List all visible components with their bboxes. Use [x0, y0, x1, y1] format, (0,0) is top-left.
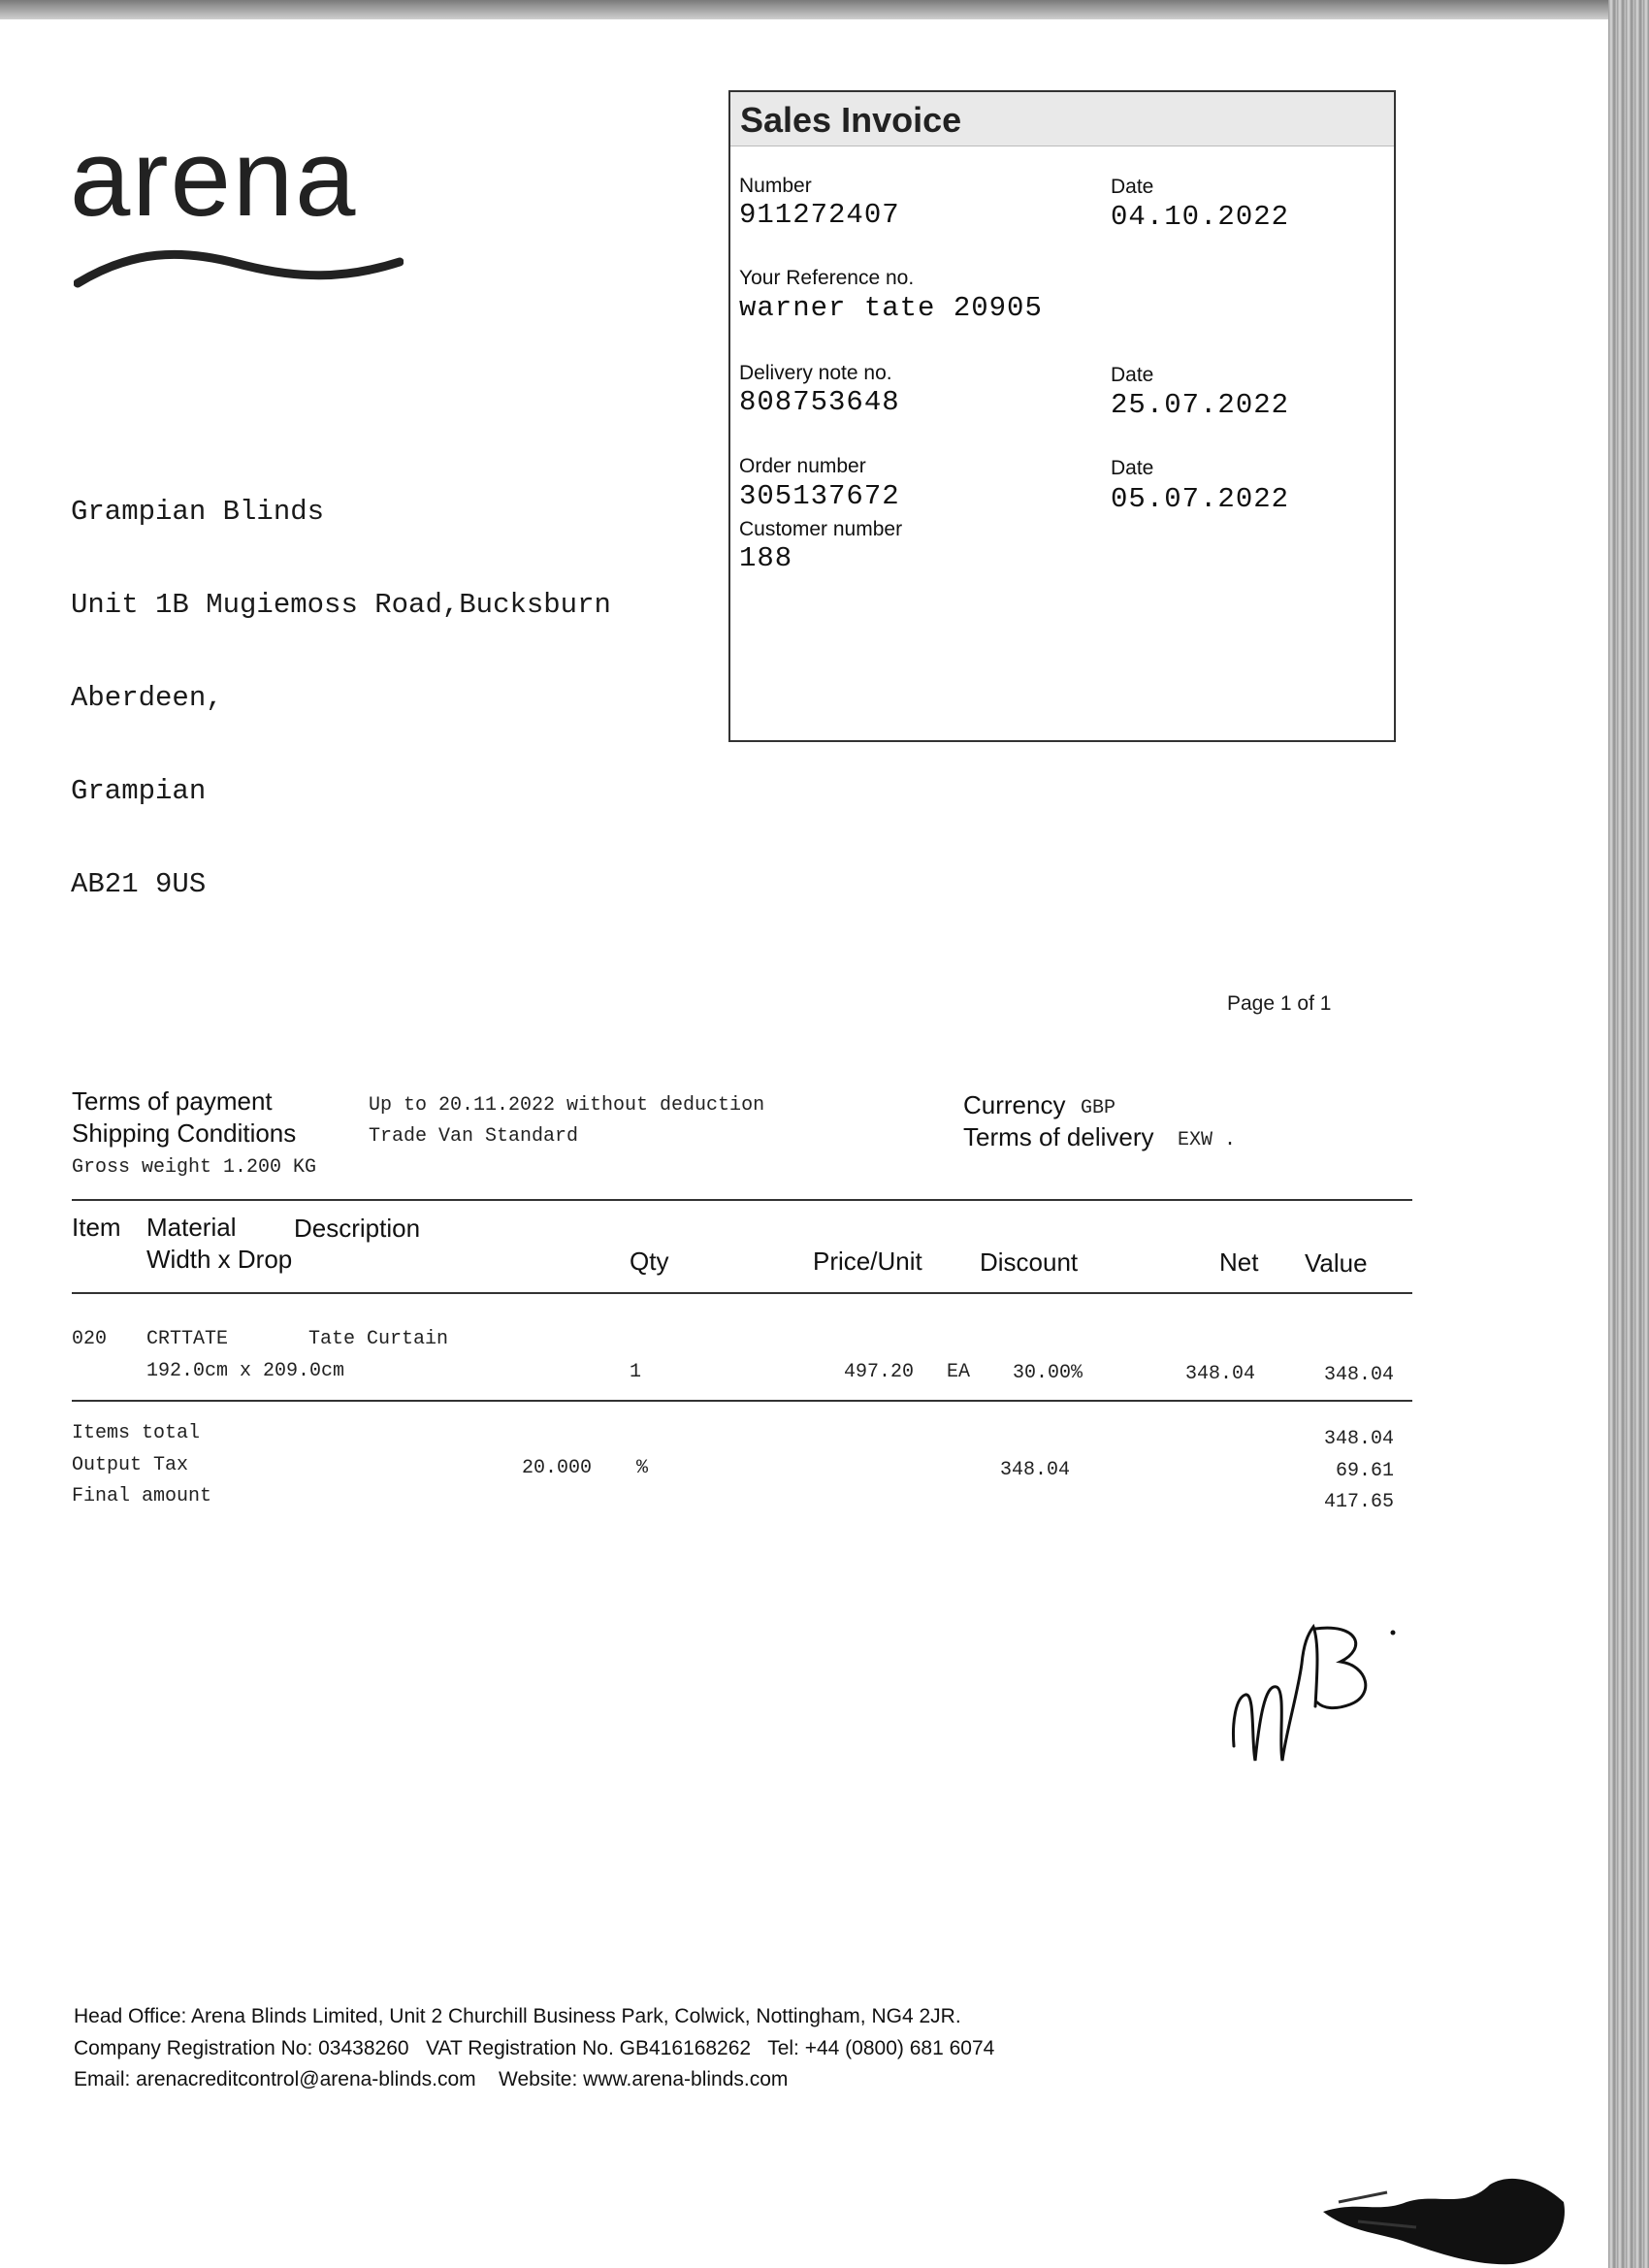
- items-total-label: Items total: [72, 1422, 201, 1444]
- column-header-discount: Discount: [980, 1247, 1079, 1277]
- recipient-address: [71, 435, 611, 931]
- ink-smudge-icon: [1319, 2163, 1571, 2268]
- delivery-note-number: 808753648: [739, 386, 900, 418]
- invoice-number: 911272407: [739, 199, 900, 231]
- column-header-item: Item: [72, 1213, 121, 1242]
- row-material: CRTTATE: [146, 1328, 229, 1350]
- row-description: Tate Curtain: [308, 1328, 449, 1350]
- invoice-details-box: [728, 90, 1396, 742]
- shipping-conditions: Trade Van Standard: [369, 1125, 579, 1148]
- number-label: Number: [739, 175, 812, 197]
- row-unit: EA: [947, 1361, 971, 1383]
- divider: [72, 1400, 1412, 1402]
- payment-terms-label: Terms of payment: [72, 1086, 273, 1116]
- currency-label: Currency: [963, 1090, 1066, 1119]
- order-date: 05.07.2022: [1111, 483, 1290, 515]
- divider: [72, 1292, 1412, 1294]
- row-value: 348.04: [1324, 1364, 1395, 1386]
- invoice-header: [730, 92, 1394, 146]
- row-size: 192.0cm x 209.0cm: [146, 1360, 345, 1382]
- address-line: AB21 9US: [71, 868, 207, 900]
- row-qty: 1: [630, 1361, 642, 1383]
- address-line: Grampian Blinds: [71, 496, 325, 528]
- tax-base: 348.04: [1000, 1459, 1071, 1481]
- page-number: Page 1 of 1: [1227, 992, 1332, 1015]
- delivery-date-label: Date: [1111, 364, 1154, 386]
- shipping-conditions-label: Shipping Conditions: [72, 1118, 297, 1148]
- row-net: 348.04: [1185, 1363, 1256, 1385]
- column-header-material: Material: [146, 1213, 237, 1242]
- footer-registration: Company Registration No: 03438260 VAT Registration No. GB416168262 Tel: +44 (0800) 681 6074: [74, 2037, 995, 2059]
- gross-weight: Gross weight 1.200 KG: [72, 1156, 317, 1179]
- tax-percent-sign: %: [636, 1457, 649, 1479]
- order-date-label: Date: [1111, 457, 1154, 479]
- scan-edge-right: [1608, 0, 1649, 2268]
- row-discount: 30.00%: [1013, 1362, 1083, 1384]
- footer-head-office: Head Office: Arena Blinds Limited, Unit 2 Churchill Business Park, Colwick, Nottingham, NG4 2JR.: [74, 2005, 961, 2027]
- signature-icon: [1222, 1605, 1416, 1819]
- row-price: 497.20: [844, 1361, 915, 1383]
- scan-edge-top: [0, 0, 1649, 19]
- date-label: Date: [1111, 176, 1154, 198]
- column-header-value: Value: [1305, 1248, 1368, 1278]
- tax-rate: 20.000: [522, 1457, 593, 1479]
- output-tax-value: 69.61: [1336, 1460, 1395, 1482]
- row-item: 020: [72, 1328, 108, 1350]
- order-number-label: Order number: [739, 455, 866, 477]
- reference-value: warner tate 20905: [739, 292, 1043, 324]
- payment-terms: Up to 20.11.2022 without deduction: [369, 1094, 765, 1117]
- currency-value: GBP: [1081, 1097, 1116, 1119]
- invoice-date: 04.10.2022: [1111, 201, 1290, 233]
- final-amount-value: 417.65: [1324, 1491, 1395, 1513]
- delivery-terms-label: Terms of delivery: [963, 1122, 1154, 1151]
- company-logo: arena: [70, 117, 358, 239]
- final-amount-label: Final amount: [72, 1485, 212, 1507]
- invoice-title: Sales Invoice: [740, 100, 962, 140]
- logo-wave-icon: [74, 241, 404, 289]
- output-tax-label: Output Tax: [72, 1454, 189, 1476]
- address-line: Unit 1B Mugiemoss Road,Bucksburn: [71, 589, 611, 621]
- address-line: Grampian: [71, 775, 207, 807]
- delivery-note-label: Delivery note no.: [739, 362, 892, 384]
- column-header-qty: Qty: [630, 1247, 669, 1276]
- address-line: Aberdeen,: [71, 682, 223, 714]
- items-total-value: 348.04: [1324, 1428, 1395, 1450]
- column-header-net: Net: [1219, 1247, 1259, 1277]
- column-header-price-unit: Price/Unit: [813, 1247, 922, 1276]
- reference-label: Your Reference no.: [739, 267, 915, 289]
- customer-number-label: Customer number: [739, 518, 903, 540]
- column-header-width-drop: Width x Drop: [146, 1245, 293, 1274]
- column-header-description: Description: [294, 1214, 421, 1243]
- divider: [72, 1199, 1412, 1201]
- customer-number: 188: [739, 542, 793, 574]
- order-number: 305137672: [739, 480, 900, 512]
- footer-contact: Email: arenacreditcontrol@arena-blinds.com Website: www.arena-blinds.com: [74, 2068, 789, 2090]
- delivery-terms: EXW .: [1178, 1129, 1237, 1151]
- delivery-date: 25.07.2022: [1111, 389, 1290, 421]
